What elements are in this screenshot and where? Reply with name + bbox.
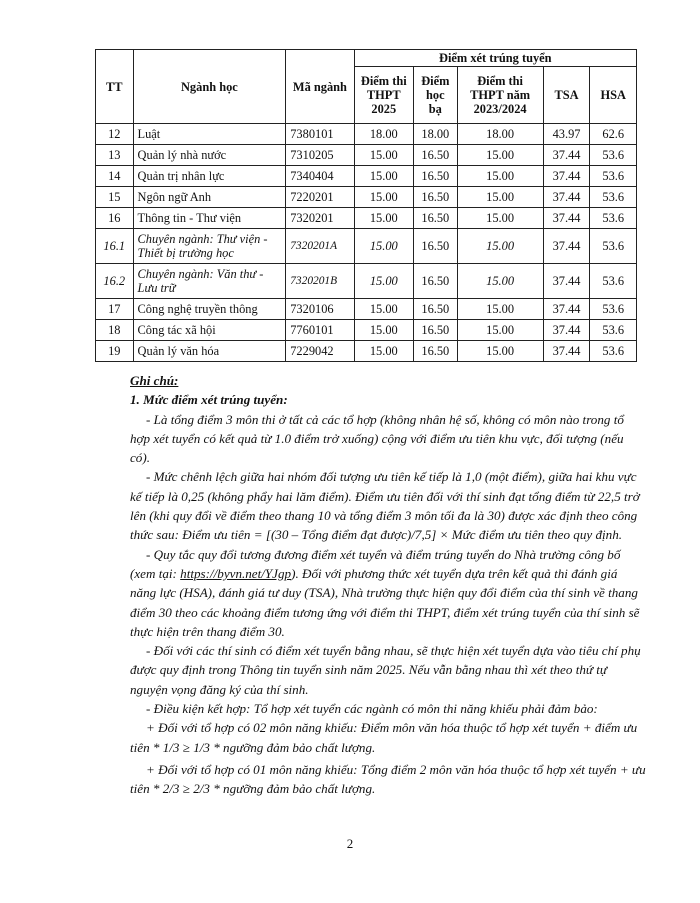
cell-hsa: 53.6 — [590, 229, 637, 264]
table-row — [96, 299, 637, 320]
cell-code: 7760101 — [286, 320, 354, 341]
cell-code: 7340404 — [286, 166, 354, 187]
cell-hoc-ba: 18.00 — [414, 124, 458, 145]
cell-thpt-2023-2024: 15.00 — [457, 145, 543, 166]
cell-tt: 16.2 — [96, 264, 134, 299]
cell-tsa: 37.44 — [543, 264, 590, 299]
cell-tt: 17 — [96, 299, 134, 320]
cell-tt: 16 — [96, 208, 134, 229]
cell-tt: 18 — [96, 320, 134, 341]
cell-code: 7220201 — [286, 187, 354, 208]
cell-tt: 19 — [96, 341, 134, 362]
cell-thpt-2025: 15.00 — [354, 320, 413, 341]
page-number: 2 — [346, 836, 354, 851]
notes-title: Ghi chú: — [130, 373, 179, 388]
cell-tt: 12 — [96, 124, 134, 145]
cell-code: 7320201A — [286, 229, 354, 264]
note-paragraph: - Là tổng điểm 3 môn thi ở tất cả các tổ hợp (không nhân hệ số, không có môn nào trong tổ hợp xét tuyển có kết quả từ 1.0 điểm trở xuống) cộng với điểm ưu tiên khu vực, đối tượng (nếu có). — [130, 411, 624, 466]
cell-tsa: 37.44 — [543, 341, 590, 362]
table-row — [96, 229, 637, 264]
admission-score-table — [95, 49, 637, 362]
cell-hoc-ba: 16.50 — [414, 229, 458, 264]
cell-thpt-2025: 15.00 — [354, 264, 413, 299]
header-thpt-2025: Điểm thi THPT 2025 — [354, 67, 413, 124]
cell-major: Chuyên ngành: Văn thư - Lưu trữ — [133, 264, 286, 299]
cell-major: Công nghệ truyền thông — [133, 299, 286, 320]
cell-thpt-2023-2024: 15.00 — [457, 229, 543, 264]
cell-tsa: 37.44 — [543, 187, 590, 208]
cell-hoc-ba: 16.50 — [414, 320, 458, 341]
note-text: - Quy tắc quy đổi tương đương điểm xét tuyển và điểm trúng tuyển do Nhà trường công bố (xem tại: — [130, 546, 621, 581]
cell-thpt-2025: 15.00 — [354, 187, 413, 208]
cell-hsa: 53.6 — [590, 264, 637, 299]
cell-thpt-2023-2024: 15.00 — [457, 320, 543, 341]
cell-code: 7229042 — [286, 341, 354, 362]
note-paragraph: + Đối với tổ hợp có 02 môn năng khiếu: Điểm môn văn hóa thuộc tổ hợp xét tuyển + điểm ưu tiên * 1/3 ≥ 1/3 * ngưỡng đảm bảo chất lượng. — [130, 720, 638, 755]
cell-major: Quản lý nhà nước — [133, 145, 286, 166]
cell-hsa: 53.6 — [590, 299, 637, 320]
cell-tsa: 37.44 — [543, 208, 590, 229]
cell-thpt-2023-2024: 15.00 — [457, 208, 543, 229]
cell-thpt-2023-2024: 15.00 — [457, 166, 543, 187]
cell-major: Luật — [133, 124, 286, 145]
table-row — [96, 187, 637, 208]
cell-hsa: 53.6 — [590, 208, 637, 229]
table-row — [96, 124, 637, 145]
cell-hoc-ba: 16.50 — [414, 208, 458, 229]
cell-tsa: 37.44 — [543, 229, 590, 264]
cell-hsa: 62.6 — [590, 124, 637, 145]
conversion-rules-link[interactable]: https://byvn.net/YJgp — [180, 565, 292, 581]
header-code: Mã ngành — [286, 50, 354, 124]
cell-tt: 13 — [96, 145, 134, 166]
cell-thpt-2023-2024: 15.00 — [457, 299, 543, 320]
cell-thpt-2023-2024: 15.00 — [457, 187, 543, 208]
header-tt: TT — [96, 50, 134, 124]
table-row — [96, 166, 637, 187]
note-text: ). Đối với phương thức xét tuyển dựa trên kết quả thi đánh giá năng lực (HSA), đánh giá tư duy (TSA), Nhà trường thực hiện quy đổi điểm của thí sinh về thang điểm 30 theo các khoảng điểm tương ứng với điểm thi THPT, điểm xét trúng tuyển của thí sinh sẽ thực hiện trên thang điểm 30. — [130, 565, 640, 639]
cell-hsa: 53.6 — [590, 145, 637, 166]
cell-thpt-2025: 18.00 — [354, 124, 413, 145]
cell-tt: 15 — [96, 187, 134, 208]
table-row — [96, 264, 637, 299]
cell-hsa: 53.6 — [590, 187, 637, 208]
cell-tt: 16.1 — [96, 229, 134, 264]
cell-major: Quản lý văn hóa — [133, 341, 286, 362]
cell-tt: 14 — [96, 166, 134, 187]
cell-hsa: 53.6 — [590, 320, 637, 341]
cell-thpt-2025: 15.00 — [354, 341, 413, 362]
cell-hoc-ba: 16.50 — [414, 341, 458, 362]
header-score-group: Điểm xét trúng tuyển — [354, 50, 636, 67]
notes-section — [130, 371, 646, 799]
cell-code: 7320106 — [286, 299, 354, 320]
cell-hoc-ba: 16.50 — [414, 299, 458, 320]
cell-thpt-2025: 15.00 — [354, 229, 413, 264]
note-paragraph: + Đối với tổ hợp có 01 môn năng khiếu: Tổng điểm 2 môn văn hóa thuộc tổ hợp xét tuyển + ưu tiên * 2/3 ≥ 2/3 * ngưỡng đảm bảo chất lượng. — [130, 761, 646, 797]
cell-thpt-2023-2024: 15.00 — [457, 264, 543, 299]
header-thpt-2023-2024: Điểm thi THPT năm 2023/2024 — [457, 67, 543, 124]
note-paragraph: - Mức chênh lệch giữa hai nhóm đối tượng ưu tiên kế tiếp là 1,0 (một điểm), giữa hai khu vực kế tiếp là 0,25 (không phẩy hai lăm điểm). Điểm ưu tiên đối với thí sinh đạt tổng điểm từ 22,5 trở lên (khi quy đổi về điểm theo thang 10 và tổng điểm 3 môn tối đa là 30) được xác định theo công thức sau: Điểm ưu tiên = [(30 – Tổng điểm đạt được)/7,5] × Mức điểm ưu tiên theo quy định. — [130, 469, 640, 543]
cell-thpt-2023-2024: 15.00 — [457, 341, 543, 362]
cell-hoc-ba: 16.50 — [414, 264, 458, 299]
table-row — [96, 208, 637, 229]
cell-thpt-2025: 15.00 — [354, 166, 413, 187]
cell-hsa: 53.6 — [590, 166, 637, 187]
cell-thpt-2023-2024: 18.00 — [457, 124, 543, 145]
note-paragraph: - Đối với các thí sinh có điểm xét tuyển bằng nhau, sẽ thực hiện xét tuyển dựa vào tiêu chí phụ được quy định trong Thông tin tuyển sinh năm 2025. Nếu vẫn bằng nhau thì xét theo thứ tự nguyện vọng đăng ký của thí sinh. — [130, 643, 641, 697]
cell-tsa: 37.44 — [543, 299, 590, 320]
cell-hoc-ba: 16.50 — [414, 187, 458, 208]
cell-hoc-ba: 16.50 — [414, 166, 458, 187]
table-row — [96, 145, 637, 166]
cell-major: Thông tin - Thư viện — [133, 208, 286, 229]
cell-thpt-2025: 15.00 — [354, 299, 413, 320]
cell-tsa: 37.44 — [543, 166, 590, 187]
cell-code: 7320201 — [286, 208, 354, 229]
section-heading: 1. Mức điểm xét trúng tuyển: — [130, 392, 288, 408]
note-paragraph: - Điều kiện kết hợp: Tổ hợp xét tuyển các ngành có môn thi năng khiếu phải đảm bảo: — [146, 701, 598, 717]
header-major: Ngành học — [133, 50, 286, 124]
table-row — [96, 341, 637, 362]
table-row — [96, 320, 637, 341]
cell-hoc-ba: 16.50 — [414, 145, 458, 166]
cell-code: 7320201B — [286, 264, 354, 299]
cell-major: Chuyên ngành: Thư viện - Thiết bị trường học — [133, 229, 286, 264]
cell-code: 7310205 — [286, 145, 354, 166]
cell-thpt-2025: 15.00 — [354, 145, 413, 166]
header-hoc-ba: Điểm học bạ — [414, 67, 458, 124]
cell-thpt-2025: 15.00 — [354, 208, 413, 229]
cell-tsa: 43.97 — [543, 124, 590, 145]
cell-tsa: 37.44 — [543, 320, 590, 341]
header-hsa: HSA — [590, 67, 637, 124]
cell-tsa: 37.44 — [543, 145, 590, 166]
cell-major: Quản trị nhân lực — [133, 166, 286, 187]
note-paragraph — [130, 545, 646, 641]
cell-major: Ngôn ngữ Anh — [133, 187, 286, 208]
cell-code: 7380101 — [286, 124, 354, 145]
cell-major: Công tác xã hội — [133, 320, 286, 341]
header-tsa: TSA — [543, 67, 590, 124]
cell-hsa: 53.6 — [590, 341, 637, 362]
